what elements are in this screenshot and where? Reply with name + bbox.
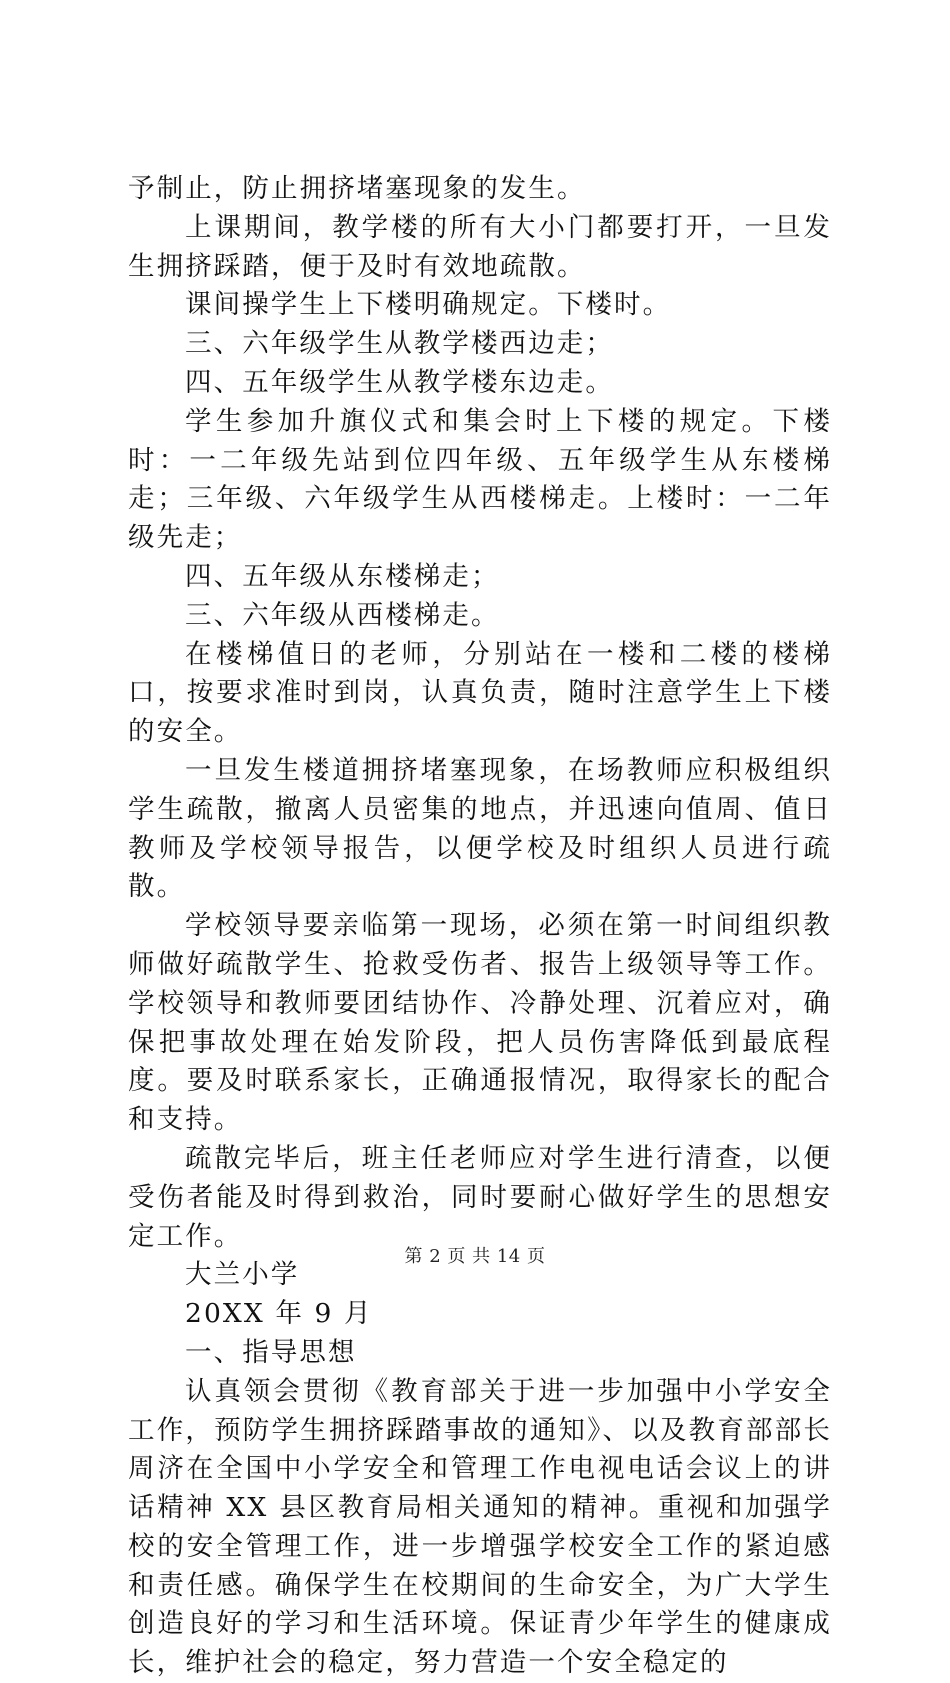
paragraph: 学生参加升旗仪式和集会时上下楼的规定。下楼时：一二年级先站到位四年级、五年级学生从东楼梯走；三年级、六年级学生从西楼梯走。上楼时：一二年级先走； xyxy=(128,405,832,554)
signature-date: 20XX 年 9 月 xyxy=(185,1298,373,1330)
paragraph: 三、六年级从西楼梯走。 xyxy=(185,599,500,631)
paragraph: 四、五年级从东楼梯走； xyxy=(185,560,500,592)
paragraph: 疏散完毕后，班主任老师应对学生进行清查，以便受伤者能及时得到救治，同时要耐心做好学生的思想安定工作。 xyxy=(128,1142,832,1252)
paragraph: 学校领导要亲临第一现场，必须在第一时间组织教师做好疏散学生、抢救受伤者、报告上级领导等工作。学校领导和教师要团结协作、冷静处理、沉着应对，确保把事故处理在始发阶段，把人员伤害降低到最底程度。要及时联系家长，正确通报情况，取得家长的配合和支持。 xyxy=(128,910,832,1136)
paragraph: 课间操学生上下楼明确规定。下楼时。 xyxy=(185,289,672,321)
document-body xyxy=(128,170,832,1683)
paragraph: 在楼梯值日的老师，分别站在一楼和二楼的楼梯口，按要求准时到岗，认真负责，随时注意学生上下楼的安全。 xyxy=(128,638,832,748)
paragraph: 予制止，防止拥挤堵塞现象的发生。 xyxy=(128,173,586,204)
paragraph: 认真领会贯彻《教育部关于进一步加强中小学安全工作，预防学生拥挤踩踏事故的通知》、以及教育部部长周济在全国中小学安全和管理工作电视电话会议上的讲话精神 XX 县区教育局相关通知的精神。重视和加强学校的安全管理工作，进一步增强学校安全工作的紧迫感和责任感。确保学生在校期间的生命安全，为广大学生创造良好的学习和生活环境。保证青少年学生的健康成长，维护社会的稳定，努力营造一个安全稳定的 xyxy=(128,1375,832,1679)
section-heading: 一、指导思想 xyxy=(185,1336,357,1368)
paragraph: 三、六年级学生从教学楼西边走； xyxy=(185,328,614,360)
signature-school-name: 大兰小学 xyxy=(185,1259,300,1291)
paragraph: 四、五年级学生从教学楼东边走。 xyxy=(185,366,614,398)
paragraph: 一旦发生楼道拥挤堵塞现象，在场教师应积极组织学生疏散，撤离人员密集的地点，并迅速向值周、值日教师及学校领导报告，以便学校及时组织人员进行疏散。 xyxy=(128,754,832,903)
page-number-footer: 第 2 页 共 14 页 xyxy=(404,1246,546,1267)
paragraph: 上课期间，教学楼的所有大小门都要打开，一旦发生拥挤踩踏，便于及时有效地疏散。 xyxy=(128,211,832,282)
